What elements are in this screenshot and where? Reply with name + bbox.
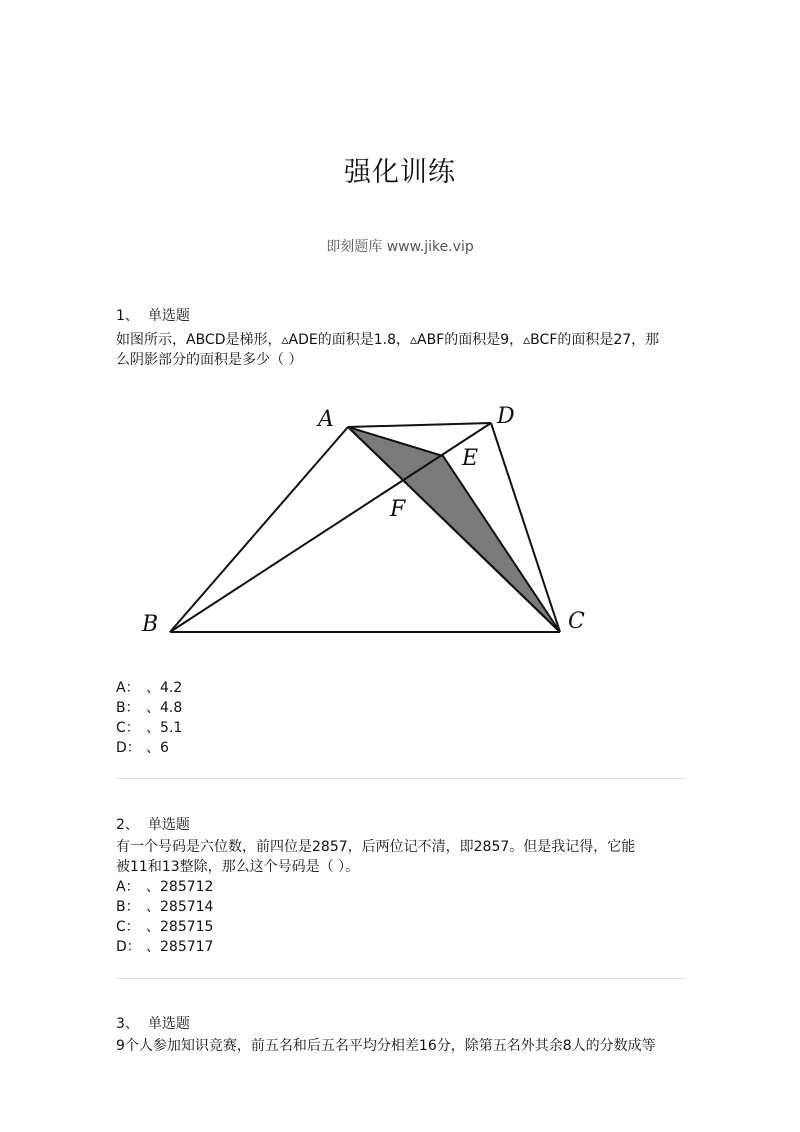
divider bbox=[116, 778, 686, 779]
segment-ad bbox=[348, 423, 491, 427]
segment-dc bbox=[491, 423, 560, 632]
option-a[interactable]: A： 、4.2 bbox=[116, 680, 183, 696]
question-header bbox=[116, 1014, 686, 1034]
question-number: 2 bbox=[116, 817, 125, 833]
diagonal-ac bbox=[348, 427, 560, 632]
question-number: 1 bbox=[116, 308, 125, 324]
question-text bbox=[116, 1036, 686, 1056]
option-c[interactable]: C： 、5.1 bbox=[116, 720, 183, 736]
question-3 bbox=[116, 1014, 686, 1056]
question-number: 3 bbox=[116, 1016, 125, 1032]
question-text-line: 如图所示，ABCD是梯形，▵ADE的面积是1.8，▵ABF的面积是9，▵BCF的面积是27，那 bbox=[116, 332, 660, 348]
question-separator: 、 bbox=[124, 817, 139, 833]
question-separator: 、 bbox=[124, 308, 139, 324]
segment-ab bbox=[170, 427, 348, 632]
question-text-line: 被11和13整除，那么这个号码是（ ）。 bbox=[116, 859, 360, 875]
point-label-c: C bbox=[568, 609, 585, 634]
point-label-f: F bbox=[390, 497, 406, 522]
option-a[interactable]: A： 、285712 bbox=[116, 879, 214, 895]
question-text bbox=[116, 837, 686, 877]
option-d[interactable]: D： 、6 bbox=[116, 740, 169, 756]
divider bbox=[116, 978, 686, 979]
point-label-d: D bbox=[497, 404, 515, 429]
question-1 bbox=[116, 306, 686, 370]
option-d[interactable]: D： 、285717 bbox=[116, 939, 214, 955]
question-text-line: 9个人参加知识竞赛，前五名和后五名平均分相差16分，除第五名外其余8人的分数成等 bbox=[116, 1038, 656, 1054]
question-separator: 、 bbox=[124, 1016, 139, 1032]
question-text-line: 有一个号码是六位数，前四位是2857，后两位记不清，即2857。但是我记得，它能 bbox=[116, 839, 636, 855]
source-label: 即刻题库 www.jike.vip bbox=[326, 239, 474, 255]
question-type: 单选题 bbox=[147, 1016, 190, 1032]
question-text bbox=[116, 330, 686, 370]
question-header bbox=[116, 306, 686, 326]
question-type: 单选题 bbox=[147, 308, 190, 324]
question-1-options bbox=[116, 678, 686, 758]
question-header bbox=[116, 815, 686, 835]
trapezoid-figure bbox=[140, 398, 600, 648]
point-label-e: E bbox=[462, 446, 479, 471]
option-b[interactable]: B： 、285714 bbox=[116, 899, 214, 915]
option-c[interactable]: C： 、285715 bbox=[116, 919, 214, 935]
point-label-b: B bbox=[142, 612, 159, 637]
diagonal-bd bbox=[170, 423, 491, 632]
point-label-a: A bbox=[318, 407, 334, 432]
question-text-line: 么阴影部分的面积是多少（ ） bbox=[116, 352, 303, 368]
option-b[interactable]: B： 、4.8 bbox=[116, 700, 183, 716]
page-title: 强化训练 bbox=[344, 157, 456, 188]
question-2 bbox=[116, 815, 686, 957]
question-type: 单选题 bbox=[147, 817, 190, 833]
